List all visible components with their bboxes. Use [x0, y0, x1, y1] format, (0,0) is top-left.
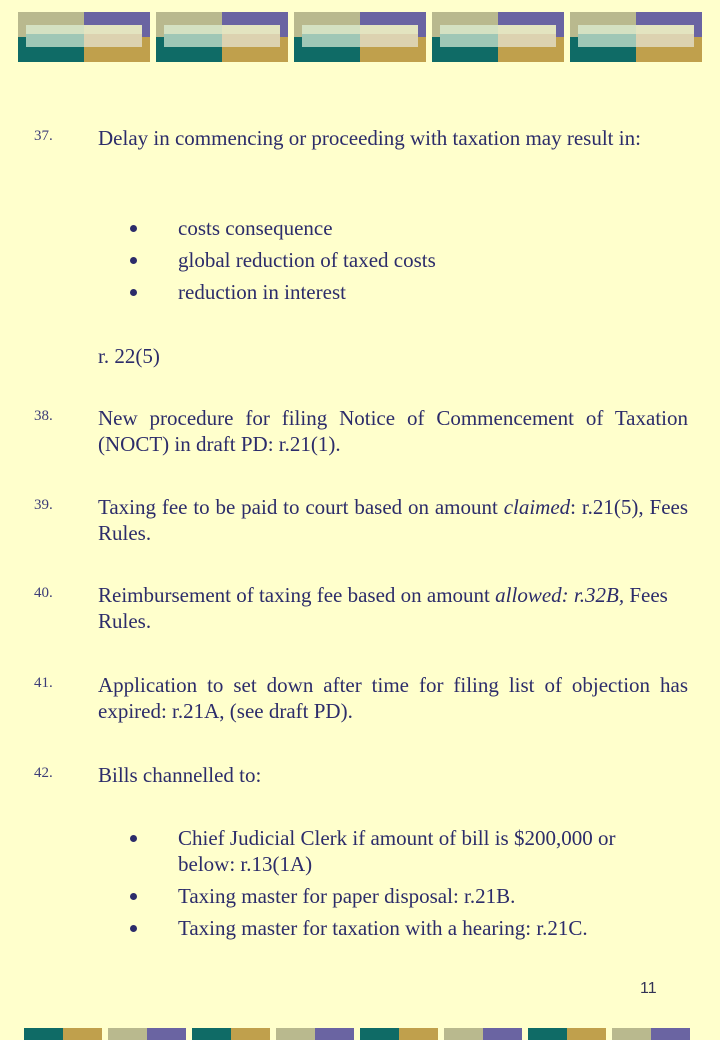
list-item — [34, 494, 688, 550]
bullet-icon — [130, 835, 137, 842]
rule-reference: r. 22(5) — [98, 344, 160, 368]
consequences-list — [130, 215, 690, 305]
item-number: 41. — [34, 675, 53, 691]
item-number: 40. — [34, 585, 53, 601]
item-number: 42. — [34, 765, 53, 781]
item-text: New procedure for filing Notice of Commencement of Taxation (NOCT) in draft PD: r.21(1). — [98, 406, 688, 456]
bullet-icon — [130, 225, 137, 232]
bullet-item: Taxing master for paper disposal: r.21B. — [130, 883, 675, 909]
bullet-item: Chief Judicial Clerk if amount of bill is $200,000 or below: r.13(1A) — [130, 825, 675, 877]
bullet-item: global reduction of taxed costs — [130, 247, 690, 273]
bullet-item: costs consequence — [130, 215, 690, 241]
item-text: Taxing fee to be paid to court based on amount claimed: r.21(5), Fees Rules. — [98, 495, 689, 545]
page-number: 11 — [640, 980, 657, 997]
item-text: Application to set down after time for filing list of objection has expired: r.21A, (see draft PD). — [98, 673, 688, 723]
bullet-icon — [130, 257, 137, 264]
item-text: Bills channelled to: — [98, 763, 262, 787]
bullet-icon — [130, 289, 137, 296]
bullet-item: Taxing master for taxation with a hearing: r.21C. — [130, 915, 675, 941]
channels-list — [130, 825, 675, 941]
list-item — [34, 762, 688, 792]
bullet-icon — [130, 893, 137, 900]
list-item — [34, 125, 688, 181]
bullet-icon — [130, 925, 137, 932]
footer-decoration — [24, 1028, 696, 1040]
item-text: Delay in commencing or proceeding with taxation may result in: — [98, 126, 641, 150]
bullet-item: reduction in interest — [130, 279, 690, 305]
item-text: Reimbursement of taxing fee based on amount allowed: r.32B, Fees Rules. — [98, 583, 668, 633]
item-number: 37. — [34, 128, 53, 144]
list-item — [34, 672, 688, 728]
list-item — [34, 405, 688, 461]
list-item — [34, 582, 688, 638]
item-number: 39. — [34, 497, 53, 513]
item-number: 38. — [34, 408, 53, 424]
